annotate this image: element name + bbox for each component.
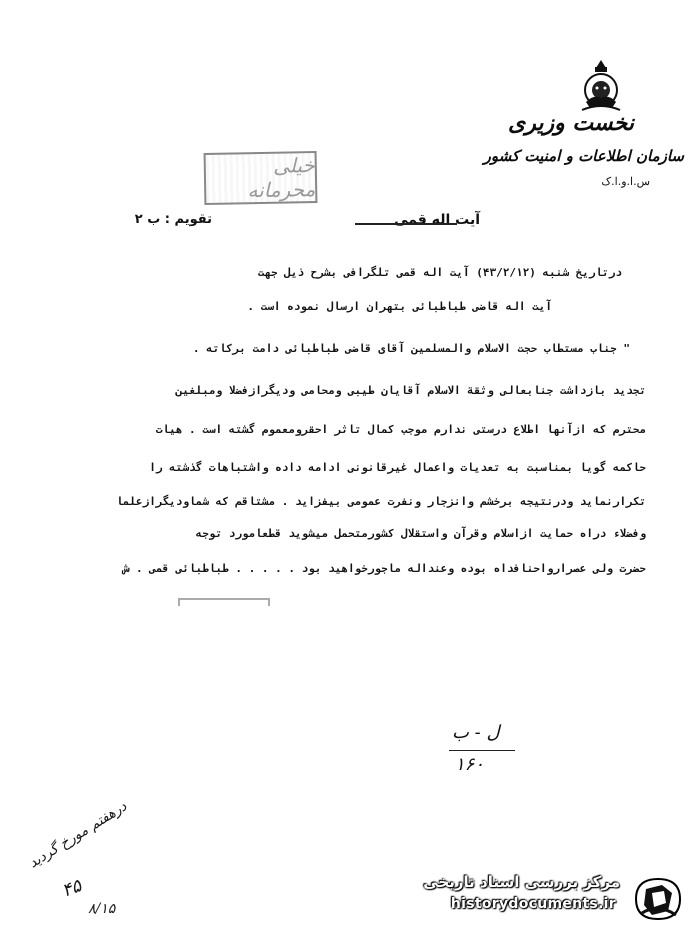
faint-bracket-mark — [178, 598, 270, 606]
watermark-url: historydocuments.ir — [450, 896, 616, 912]
handwritten-margin-signature: ۴۵ — [58, 875, 85, 902]
body-line: تکرارنماید ودرنتیجه برخشم وانزجار ونفرت عمومی بیفزاید . مشتاقم که شماودیگرازعلما — [116, 495, 646, 508]
classification-stamp-text: خیلی محرمانه — [247, 153, 316, 203]
lion-and-sun-emblem-icon — [576, 58, 626, 116]
body-line: درتاریخ شنبه (۴۳/۲/۱۲) آیت اله قمی تلگرافی بشرح ذیل جهت — [257, 266, 622, 279]
copy-label: تقویم : ب ۲ — [134, 212, 212, 227]
org-title: نخست وزیری — [508, 110, 634, 136]
addressee-title: آیت اله قمی — [394, 212, 480, 228]
reference-number: س.ا.و.ا.ک — [601, 175, 650, 188]
handwritten-margin-date: ۸/۱۵ — [88, 901, 116, 917]
body-line: " جناب مستطاب حجت الاسلام والمسلمین آقای قاضی طباطبائی دامت برکاته . — [192, 342, 630, 355]
addressee-underline — [355, 223, 457, 225]
org-subtitle: سازمان اطلاعات و امنیت کشور — [483, 147, 684, 165]
handwritten-margin-note: درهفتم مورخ گردید — [26, 798, 130, 872]
body-line: تجدید بازداشت جنابعالی وثقة الاسلام آقایان طیبی ومحامی ودیگرازفضلا ومبلغین — [175, 384, 646, 397]
body-line: محترم که ازآنها اطلاع درستی ندارم موجب کمال تاثر احقرومعموم گشته است . هیات — [155, 423, 646, 436]
watermark-title: مرکز بررسی اسناد تاریخی — [423, 873, 620, 891]
body-line: حاکمه گویا بمناسبت به تعدیات واعمال غیرقانونی ادامه داده واشتباهات گذشته را — [149, 461, 646, 474]
body-line: وفضلاء دراه حمایت ازاسلام وقرآن واستقلال کشورمتحمل میشوید قطعامورد توجه — [195, 527, 646, 540]
classification-stamp — [204, 151, 318, 205]
history-documents-logo-icon — [628, 873, 688, 925]
body-line: حضرت ولی عصرارواحنافداه بوده وعنداله ماجورخواهید بود . . . . . طباطبائی قمی . ش — [122, 562, 646, 575]
handwritten-note-initials: ل - ب — [452, 722, 500, 743]
handwritten-note-rule — [449, 750, 515, 751]
handwritten-note-number: ۱۶۰ — [455, 754, 485, 775]
body-line: آیت اله قاضی طباطبائی بتهران ارسال نموده است . — [247, 300, 552, 313]
